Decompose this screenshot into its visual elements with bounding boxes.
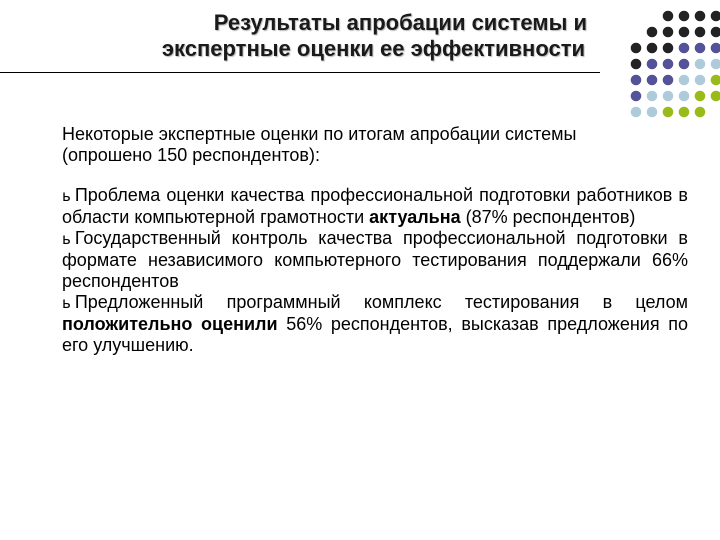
decorative-dot [663, 107, 674, 118]
decorative-dot [695, 27, 706, 38]
decorative-dot [663, 43, 674, 54]
bullet-marker: ь [62, 230, 71, 248]
bullet-text: Предложенный программный комплекс тестирования в целом [74, 292, 688, 312]
decorative-dot [679, 91, 690, 102]
intro-line-1: Некоторые экспертные оценки по итогам апробации системы [62, 124, 577, 144]
decorative-dot [679, 43, 690, 54]
bullet-marker: ь [62, 187, 71, 205]
decorative-dot [679, 59, 690, 70]
bullet-item [62, 185, 688, 228]
intro-line-2: (опрошено 150 респондентов): [62, 145, 320, 165]
bullet-text: Государственный контроль качества профессиональной подготовки в формате независимого компьютерного тестирования поддержали 66% респондентов [62, 228, 688, 291]
bullet-text-tail: 56% респондентов, высказав предложения по его улучшению. [62, 314, 688, 355]
decorative-dot [647, 75, 658, 86]
slide-body [62, 124, 688, 356]
decorative-dot [711, 75, 720, 86]
decorative-dot [647, 27, 658, 38]
title-underline [0, 72, 600, 73]
decorative-dot [695, 91, 706, 102]
decorative-dot [695, 75, 706, 86]
slide-title [0, 10, 600, 62]
decorative-dot [711, 59, 720, 70]
decorative-dot [695, 43, 706, 54]
decorative-dot [711, 91, 720, 102]
decorative-dot [663, 59, 674, 70]
decorative-dot [663, 91, 674, 102]
bullet-list [62, 185, 688, 356]
decorative-dot [695, 59, 706, 70]
bullet-emphasis: актуальна [369, 207, 461, 227]
intro-text [62, 124, 688, 166]
decorative-dot [631, 59, 642, 70]
title-line-1: Результаты апробации системы и [213, 10, 587, 35]
bullet-item [62, 228, 688, 292]
decorative-dot [663, 11, 674, 22]
bullet-text-tail: (87% респондентов) [460, 207, 636, 227]
decorative-dot [631, 43, 642, 54]
bullet-text: Проблема оценки качества профессиональной подготовки работников в области компьютерной грамотности [62, 185, 688, 227]
decorative-dot [631, 107, 642, 118]
decorative-dot [663, 75, 674, 86]
decorative-dot [679, 27, 690, 38]
decorative-dot [647, 91, 658, 102]
decorative-dot [711, 11, 720, 22]
decorative-dot [647, 107, 658, 118]
bullet-item [62, 292, 688, 356]
decorative-dot [711, 43, 720, 54]
decorative-dot [631, 91, 642, 102]
decorative-dot [663, 27, 674, 38]
decorative-dot [695, 11, 706, 22]
decorative-dot [711, 27, 720, 38]
decorative-dot [679, 107, 690, 118]
decorative-dot [631, 75, 642, 86]
bullet-emphasis: положительно оценили [62, 314, 278, 334]
decorative-dot [647, 43, 658, 54]
title-line-2: экспертные оценки ее эффективности [161, 36, 585, 61]
decorative-dot [695, 107, 706, 118]
decorative-dot [679, 75, 690, 86]
bullet-marker: ь [62, 294, 71, 312]
decorative-dot [679, 11, 690, 22]
decorative-dot [647, 59, 658, 70]
